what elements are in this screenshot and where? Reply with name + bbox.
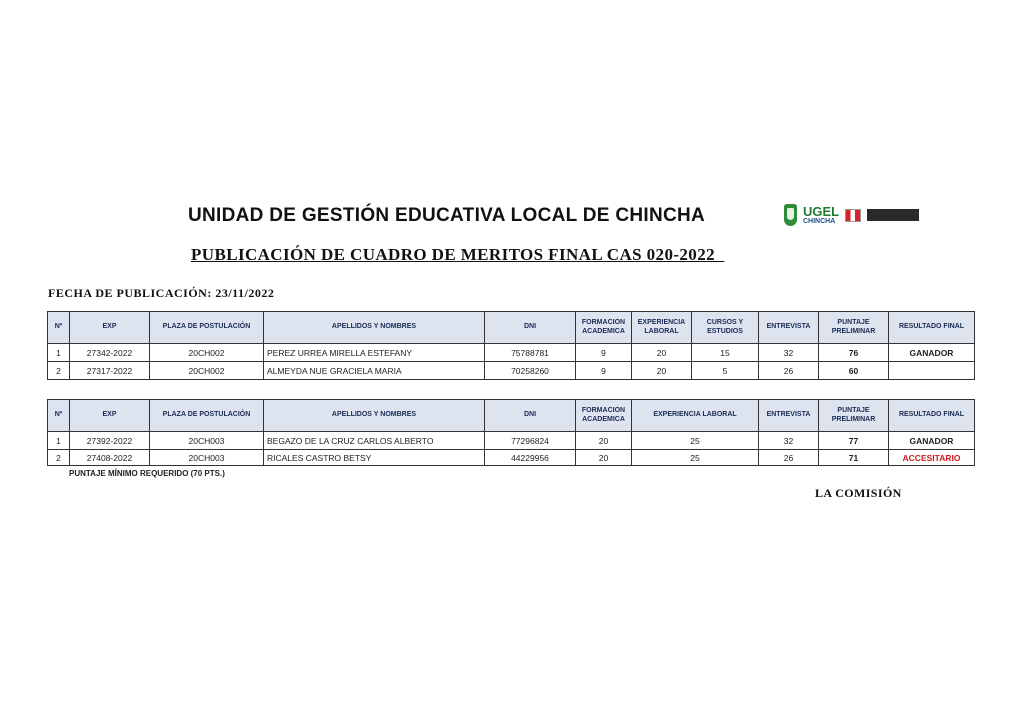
header-plaza: PLAZA DE POSTULACIÓN (150, 400, 264, 432)
merit-table-2 (47, 399, 975, 466)
cell-entrevista: 26 (759, 362, 819, 380)
header-dni: DNI (485, 400, 576, 432)
header-nombres: APELLIDOS Y NOMBRES (264, 312, 485, 344)
document-subtitle: PUBLICACIÓN DE CUADRO DE MERITOS FINAL CAS 020-2022 (191, 245, 725, 264)
cell-cursos: 15 (692, 344, 759, 362)
cell-n: 2 (48, 450, 70, 466)
cell-plaza: 20CH003 (150, 450, 264, 466)
table-header-row (48, 400, 975, 432)
cell-experiencia: 25 (632, 450, 759, 466)
header-plaza: PLAZA DE POSTULACIÓN (150, 312, 264, 344)
header-entrevista: ENTREVISTA (759, 400, 819, 432)
cell-puntaje: 60 (819, 362, 889, 380)
ugel-logo (803, 205, 839, 225)
committee-signature: LA COMISIÓN (815, 486, 902, 500)
header-experiencia: EXPERIENCIA LABORAL (632, 312, 692, 344)
cell-puntaje: 77 (819, 432, 889, 450)
table-row (48, 432, 975, 450)
cell-nombre: PEREZ URREA MIRELLA ESTEFANY (264, 344, 485, 362)
header-resultado: RESULTADO FINAL (889, 400, 975, 432)
cell-nombre: ALMEYDA NUE GRACIELA MARIA (264, 362, 485, 380)
cell-experiencia: 25 (632, 432, 759, 450)
cell-nombre: RICALES CASTRO BETSY (264, 450, 485, 466)
ministry-logo-bar (867, 209, 919, 221)
cell-resultado: ACCESITARIO (889, 450, 975, 466)
header-exp: EXP (70, 400, 150, 432)
header-puntaje: PUNTAJE PRELIMINAR (819, 312, 889, 344)
cell-nombre: BEGAZO DE LA CRUZ CARLOS ALBERTO (264, 432, 485, 450)
table-row (48, 362, 975, 380)
cell-exp: 27408-2022 (70, 450, 150, 466)
ugel-shield-icon (784, 204, 797, 226)
cell-dni: 75788781 (485, 344, 576, 362)
cell-exp: 27342-2022 (70, 344, 150, 362)
cell-plaza: 20CH003 (150, 432, 264, 450)
header-n: Nº (48, 400, 70, 432)
cell-resultado: GANADOR (889, 432, 975, 450)
cell-exp: 27317-2022 (70, 362, 150, 380)
logos (784, 204, 919, 226)
cell-resultado: GANADOR (889, 344, 975, 362)
cell-plaza: 20CH002 (150, 362, 264, 380)
cell-formacion: 9 (576, 344, 632, 362)
cell-dni: 44229956 (485, 450, 576, 466)
cell-experiencia: 20 (632, 344, 692, 362)
cell-puntaje: 76 (819, 344, 889, 362)
header-exp: EXP (70, 312, 150, 344)
table-row (48, 450, 975, 466)
header-dni: DNI (485, 312, 576, 344)
cell-cursos: 5 (692, 362, 759, 380)
cell-resultado (889, 362, 975, 380)
cell-n: 1 (48, 344, 70, 362)
peru-flag-icon (845, 209, 861, 222)
publication-date: FECHA DE PUBLICACIÓN: 23/11/2022 (48, 286, 275, 300)
ugel-logo-main: UGEL (803, 204, 840, 219)
cell-experiencia: 20 (632, 362, 692, 380)
header-resultado: RESULTADO FINAL (889, 312, 975, 344)
header-formacion: FORMACION ACADEMICA (576, 400, 632, 432)
merit-table-1 (47, 311, 975, 380)
header-formacion: FORMACION ACADEMICA (576, 312, 632, 344)
minimum-score-note: PUNTAJE MÍNIMO REQUERIDO (70 PTS.) (69, 469, 225, 478)
cell-formacion: 20 (576, 450, 632, 466)
header-entrevista: ENTREVISTA (759, 312, 819, 344)
ugel-logo-sub: CHINCHA (803, 218, 836, 225)
header-nombres: APELLIDOS Y NOMBRES (264, 400, 485, 432)
cell-entrevista: 32 (759, 344, 819, 362)
cell-n: 1 (48, 432, 70, 450)
cell-plaza: 20CH002 (150, 344, 264, 362)
table-row (48, 344, 975, 362)
table-header-row (48, 312, 975, 344)
cell-formacion: 20 (576, 432, 632, 450)
cell-entrevista: 32 (759, 432, 819, 450)
header-experiencia: EXPERIENCIA LABORAL (632, 400, 759, 432)
header-puntaje: PUNTAJE PRELIMINAR (819, 400, 889, 432)
cell-n: 2 (48, 362, 70, 380)
cell-exp: 27392-2022 (70, 432, 150, 450)
header-cursos: CURSOS Y ESTUDIOS (692, 312, 759, 344)
org-title: UNIDAD DE GESTIÓN EDUCATIVA LOCAL DE CHINCHA (188, 205, 706, 226)
cell-entrevista: 26 (759, 450, 819, 466)
cell-dni: 77296824 (485, 432, 576, 450)
header-n: Nº (48, 312, 70, 344)
cell-formacion: 9 (576, 362, 632, 380)
cell-dni: 70258260 (485, 362, 576, 380)
cell-puntaje: 71 (819, 450, 889, 466)
